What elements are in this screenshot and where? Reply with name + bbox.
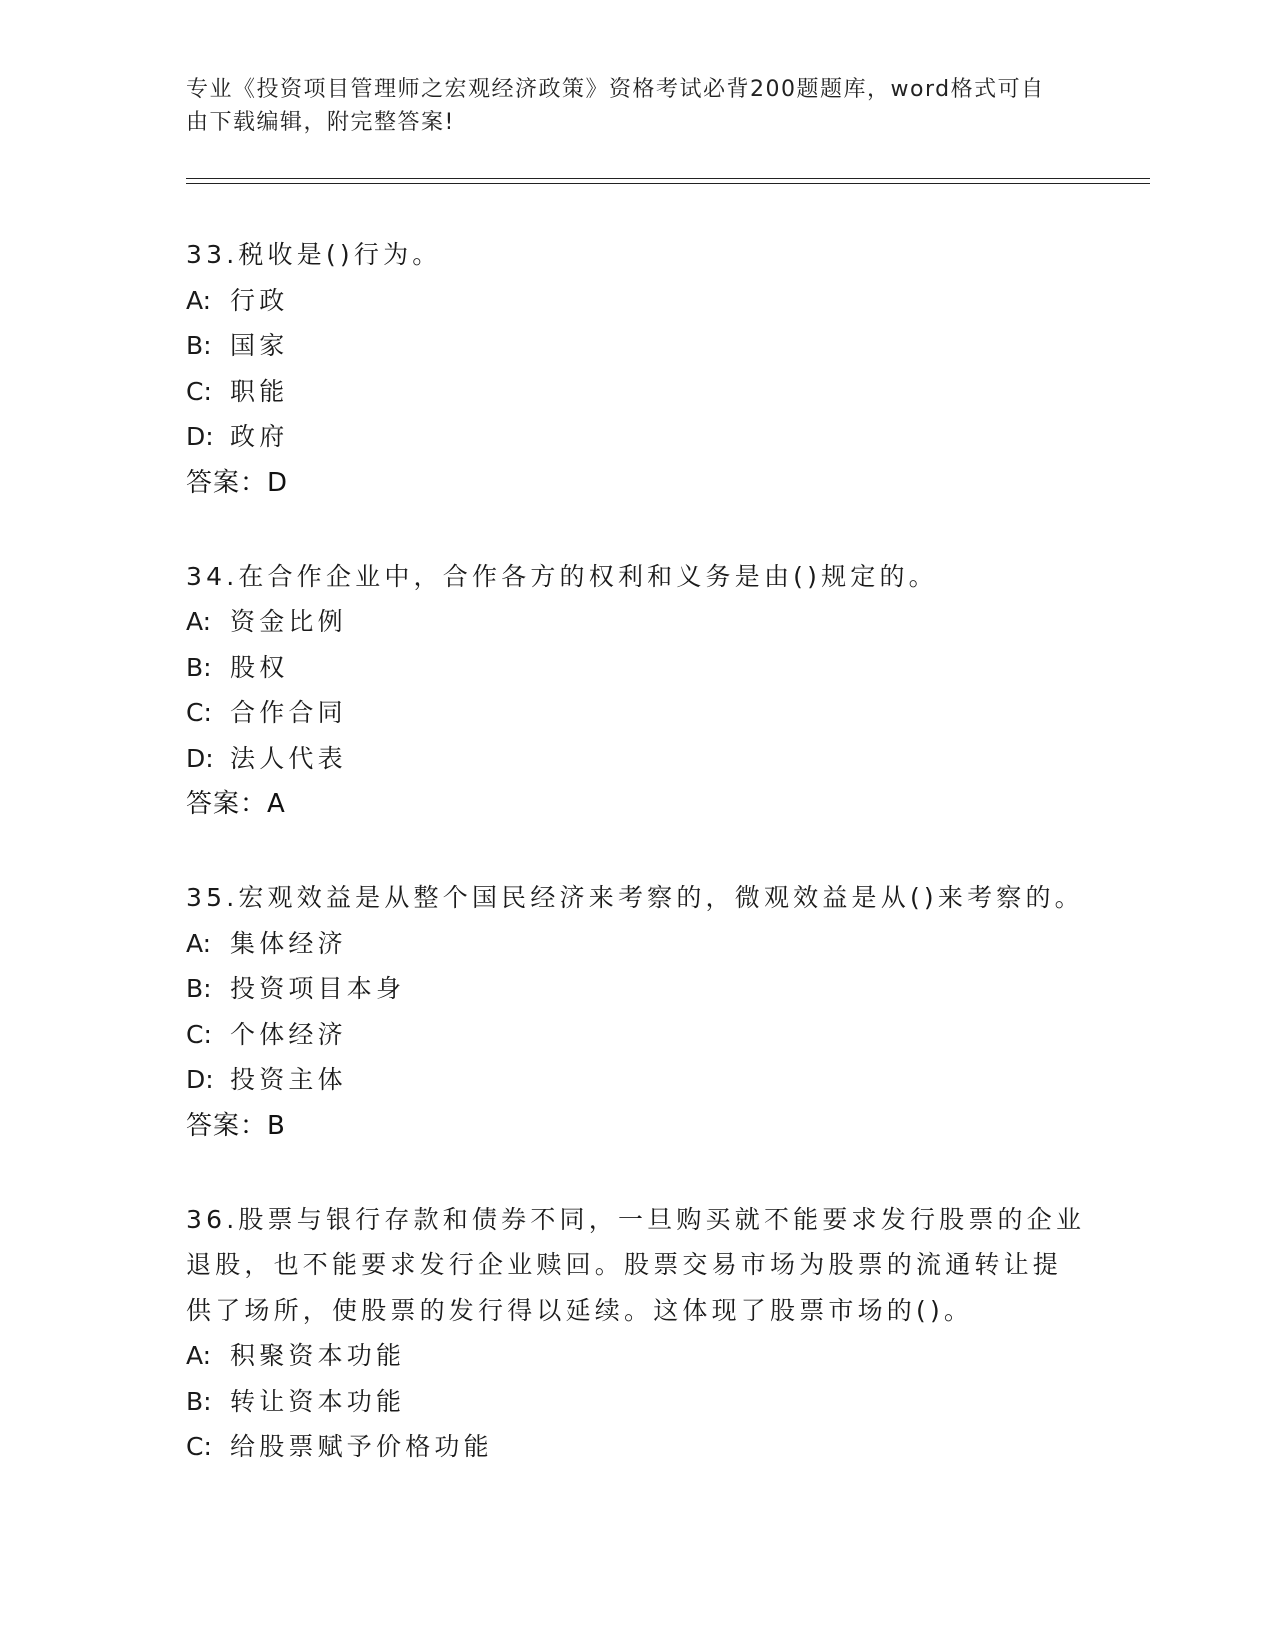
question-stem: 33.税收是()行为。 <box>186 240 442 269</box>
option-c <box>186 690 1086 736</box>
option-text: 政府 <box>230 422 289 451</box>
option-letter: B: <box>186 1386 212 1416</box>
option-text: 投资项目本身 <box>230 974 406 1003</box>
option-b <box>186 323 1086 369</box>
option-letter: C: <box>186 1432 212 1461</box>
intro-text: 专业《投资项目管理师之宏观经济政策》资格考试必背200题题库，word格式可自由下载编辑，附完整答案! <box>186 77 1045 135</box>
answer-line: 答案：B <box>186 1110 286 1141</box>
option-text: 投资主体 <box>230 1065 347 1094</box>
option-b <box>186 1379 1086 1425</box>
option-letter: B: <box>186 331 212 360</box>
option-letter: A: <box>186 285 212 315</box>
question-33 <box>186 232 1086 506</box>
option-letter: A: <box>186 928 212 958</box>
header-divider-top <box>186 178 1150 179</box>
answer-line: 答案：D <box>186 467 289 498</box>
option-text: 转让资本功能 <box>230 1386 406 1416</box>
question-stem: 36.股票与银行存款和债券不同，一旦购买就不能要求发行股票的企业退股，也不能要求发行企业赎回。股票交易市场为股票的流通转让提供了场所，使股票的发行得以延续。这体现了股票市场的()。 <box>186 1204 1086 1325</box>
option-text: 国家 <box>230 331 289 360</box>
document-intro <box>186 73 1066 139</box>
option-text: 积聚资本功能 <box>230 1341 406 1370</box>
option-text: 集体经济 <box>230 928 347 958</box>
option-d <box>186 1057 1086 1103</box>
question-stem: 34.在合作企业中，合作各方的权利和义务是由()规定的。 <box>186 561 938 591</box>
option-b <box>186 966 1086 1012</box>
question-36 <box>186 1197 1086 1470</box>
option-a <box>186 1333 1086 1379</box>
option-letter: D: <box>186 743 214 773</box>
option-c <box>186 1424 1086 1470</box>
option-letter: A: <box>186 1341 212 1370</box>
option-c <box>186 1012 1086 1058</box>
option-text: 职能 <box>230 376 289 406</box>
option-letter: B: <box>186 652 212 682</box>
option-letter: C: <box>186 1019 212 1049</box>
option-d <box>186 414 1086 460</box>
option-b <box>186 645 1086 691</box>
option-letter: B: <box>186 974 212 1003</box>
option-text: 资金比例 <box>230 607 347 636</box>
option-a <box>186 599 1086 645</box>
option-letter: D: <box>186 1065 214 1094</box>
option-letter: A: <box>186 607 212 636</box>
header-divider-bottom <box>186 183 1150 184</box>
option-letter: D: <box>186 422 214 451</box>
option-text: 给股票赋予价格功能 <box>230 1432 493 1461</box>
option-letter: C: <box>186 376 212 406</box>
option-text: 行政 <box>230 285 289 315</box>
question-stem: 35.宏观效益是从整个国民经济来考察的，微观效益是从()来考察的。 <box>186 883 1084 912</box>
question-list <box>186 232 1086 1518</box>
option-text: 法人代表 <box>230 743 347 773</box>
option-a <box>186 278 1086 324</box>
option-letter: C: <box>186 698 212 727</box>
option-text: 个体经济 <box>230 1019 347 1049</box>
option-text: 股权 <box>230 652 289 682</box>
option-d <box>186 736 1086 782</box>
question-34 <box>186 554 1086 828</box>
answer-line: 答案：A <box>186 789 286 819</box>
option-c <box>186 369 1086 415</box>
question-35 <box>186 875 1086 1149</box>
option-a <box>186 921 1086 967</box>
option-text: 合作合同 <box>230 698 347 727</box>
